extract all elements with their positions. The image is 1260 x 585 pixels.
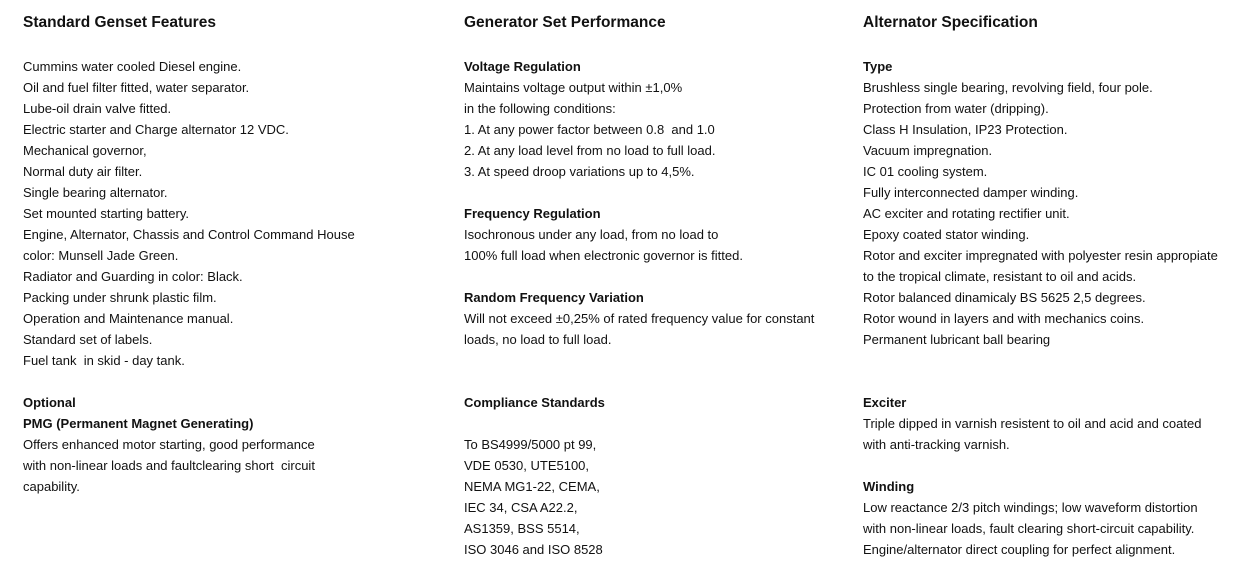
alternator-content — [863, 56, 1218, 560]
text-line: loads, no load to full load. — [464, 332, 612, 347]
text-line: in the following conditions: — [464, 101, 616, 116]
text-line: Maintains voltage output within ±1,0% — [464, 80, 683, 95]
list-item: Oil and fuel filter fitted, water separator. — [23, 80, 250, 95]
text-line: with anti-tracking varnish. — [863, 437, 1010, 452]
text-line: Rotor wound in layers and with mechanics coins. — [863, 311, 1145, 326]
text-line: AC exciter and rotating rectifier unit. — [863, 206, 1070, 221]
text-line: Brushless single bearing, revolving field, four pole. — [863, 80, 1153, 95]
text-line: Isochronous under any load, from no load to — [464, 227, 719, 242]
text-line: with non-linear loads and faultclearing short circuit — [23, 458, 315, 473]
compliance-standards-heading: Compliance Standards — [464, 395, 605, 410]
text-line: IC 01 cooling system. — [863, 164, 988, 179]
text-line: To BS4999/5000 pt 99, — [464, 437, 597, 452]
text-line: Fully interconnected damper winding. — [863, 185, 1079, 200]
text-line: Class H Insulation, IP23 Protection. — [863, 122, 1068, 137]
text-line: Epoxy coated stator winding. — [863, 227, 1030, 242]
text-line: Engine/alternator direct coupling for perfect alignment. — [863, 542, 1176, 557]
type-heading: Type — [863, 59, 893, 74]
text-line: capability. — [23, 479, 80, 494]
text-line: ISO 3046 and ISO 8528 — [464, 542, 603, 557]
column-title: Generator Set Performance — [464, 14, 666, 31]
list-item: Mechanical governor, — [23, 143, 147, 158]
text-line: Protection from water (dripping). — [863, 101, 1049, 116]
column-title: Alternator Specification — [863, 14, 1038, 31]
text-line: Will not exceed ±0,25% of rated frequency value for constant — [464, 311, 815, 326]
winding-heading: Winding — [863, 479, 915, 494]
list-item: Lube-oil drain valve fitted. — [23, 101, 172, 116]
exciter-heading: Exciter — [863, 395, 907, 410]
pmg-subheading: PMG (Permanent Magnet Generating) — [23, 416, 254, 431]
text-line: IEC 34, CSA A22.2, — [464, 500, 578, 515]
list-item: Set mounted starting battery. — [23, 206, 189, 221]
text-line: VDE 0530, UTE5100, — [464, 458, 590, 473]
list-item: Radiator and Guarding in color: Black. — [23, 269, 243, 284]
text-line: to the tropical climate, resistant to oil and acids. — [863, 269, 1137, 284]
text-line: 3. At speed droop variations up to 4,5%. — [464, 164, 695, 179]
text-line: 100% full load when electronic governor is fitted. — [464, 248, 743, 263]
list-item: Engine, Alternator, Chassis and Control Command House — [23, 227, 355, 242]
optional-heading: Optional — [23, 395, 76, 410]
text-line: AS1359, BSS 5514, — [464, 521, 580, 536]
list-item: color: Munsell Jade Green. — [23, 248, 179, 263]
list-item: Cummins water cooled Diesel engine. — [23, 59, 242, 74]
text-line: with non-linear loads, fault clearing short-circuit capability. — [863, 521, 1195, 536]
list-item: Standard set of labels. — [23, 332, 153, 347]
random-frequency-variation-heading: Random Frequency Variation — [464, 290, 644, 305]
list-item: Packing under shrunk plastic film. — [23, 290, 217, 305]
list-item: Single bearing alternator. — [23, 185, 168, 200]
text-line: Low reactance 2/3 pitch windings; low waveform distortion — [863, 500, 1198, 515]
text-line: Permanent lubricant ball bearing — [863, 332, 1051, 347]
column-title: Standard Genset Features — [23, 14, 216, 31]
text-line: 2. At any load level from no load to full load. — [464, 143, 716, 158]
performance-content — [464, 56, 814, 560]
text-line: Rotor and exciter impregnated with polyester resin appropiate — [863, 248, 1218, 263]
list-item: Operation and Maintenance manual. — [23, 311, 234, 326]
features-list — [23, 56, 355, 497]
text-line: Rotor balanced dinamicaly BS 5625 2,5 degrees. — [863, 290, 1146, 305]
text-line: Triple dipped in varnish resistent to oil and acid and coated — [863, 416, 1202, 431]
list-item: Fuel tank in skid - day tank. — [23, 353, 185, 368]
list-item: Electric starter and Charge alternator 12 VDC. — [23, 122, 289, 137]
text-line: Offers enhanced motor starting, good performance — [23, 437, 315, 452]
text-line: 1. At any power factor between 0.8 and 1.0 — [464, 122, 715, 137]
voltage-regulation-heading: Voltage Regulation — [464, 59, 581, 74]
frequency-regulation-heading: Frequency Regulation — [464, 206, 601, 221]
text-line: Vacuum impregnation. — [863, 143, 993, 158]
text-line: NEMA MG1-22, CEMA, — [464, 479, 600, 494]
list-item: Normal duty air filter. — [23, 164, 143, 179]
